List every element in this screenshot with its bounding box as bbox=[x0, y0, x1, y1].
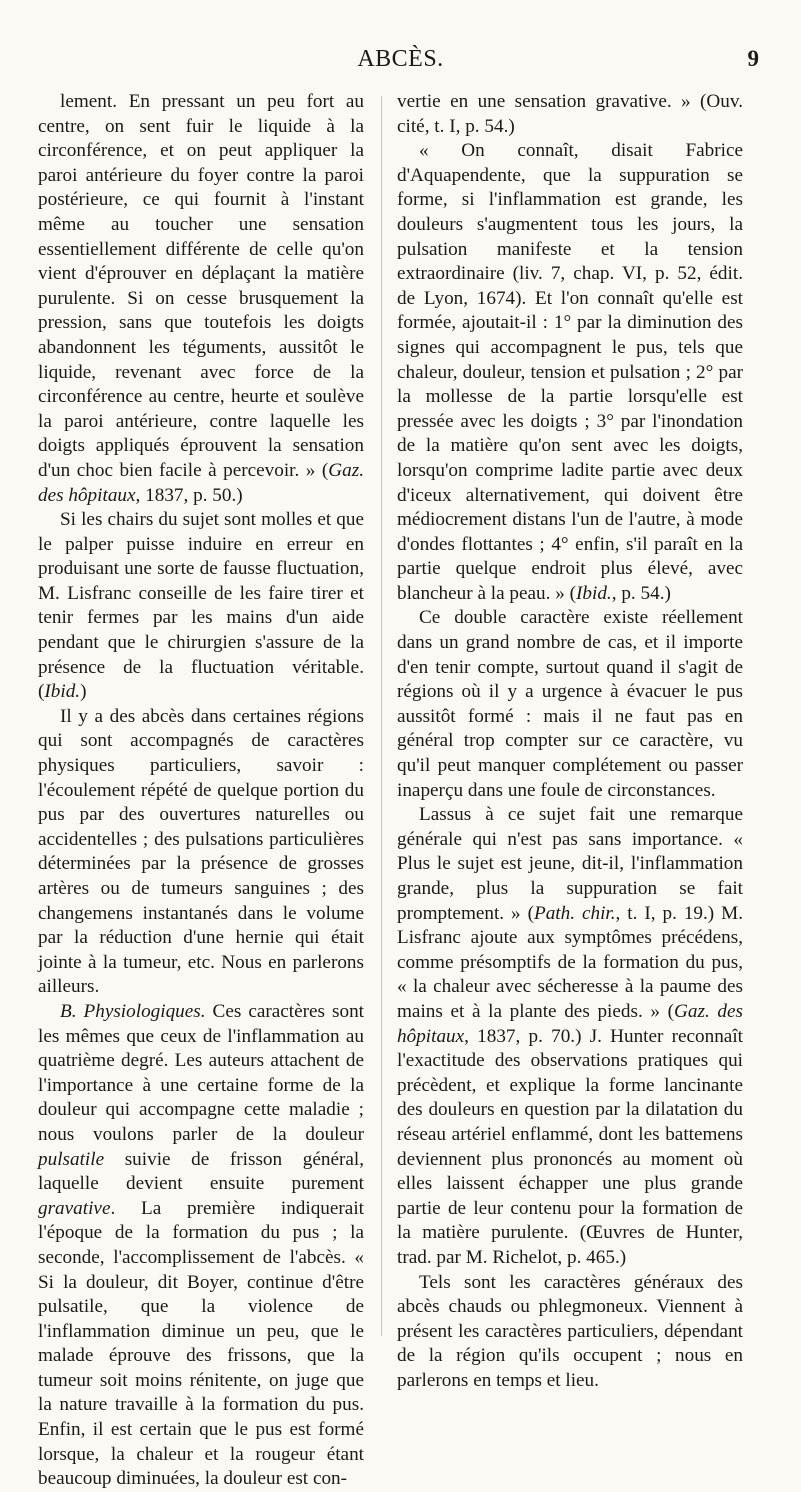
italic-text: Ibid. bbox=[44, 681, 81, 703]
paragraph-text: Lassus à ce sujet fait une remarque générale qui n'est pas sans importance. « Plus le sujet est jeune, dit-il, l'inflammation grande, plus la suppuration se fait promptement. » ( bbox=[397, 804, 743, 924]
italic-text: Ibid. bbox=[576, 582, 612, 604]
column-divider bbox=[381, 96, 382, 1336]
paragraph-text: Si les chairs du sujet sont molles et que le palper puisse induire en erreur en produisant une sorte de fausse fluctuation, M. Lisfranc conseille de les faire tirer et tenir fermes par les mains d'un aide pendant que le chirurgien s'assure de la présence de la fluctuation véritable. ( bbox=[38, 509, 364, 703]
italic-text: Path. chir. bbox=[533, 902, 616, 924]
paragraph bbox=[397, 803, 743, 1270]
paragraph-text: « On connaît, disait Fabrice d'Aquapendente, que la suppuration se forme, si l'inflammation est grande, les douleurs s'augmentent tous les jours, la pulsation manifeste et la tension extraordinaire (liv. 7, chap. VI, p. 52, édit. de Lyon, 1674). Et l'on connaît qu'elle est formée, ajoutait-il : 1° par la diminution des signes qui accompagnent le pus, tels que chaleur, douleur, tension et pulsation ; 2° par la mollesse de la partie lorsqu'elle est pressée avec les doigts ; 3° par l'inondation de la matière qu'on sent avec les doigts, lorsqu'on comprime ladite partie avec deux d'iceux alternativement, qui doivent être médiocrement distans l'un de l'autre, à mode d'ondes flottantes ; 4° enfin, s'il paraît en la partie quelque endroit plus élevé, avec blancheur à la peau. » ( bbox=[397, 140, 743, 604]
paragraph-text: , p. 54.) bbox=[611, 582, 671, 604]
left-column bbox=[38, 90, 364, 1492]
italic-text: Gaz. des hôpitaux bbox=[38, 459, 364, 506]
paragraph bbox=[397, 90, 743, 139]
italic-text: gravative bbox=[38, 1197, 111, 1219]
italic-text: pulsatile bbox=[38, 1148, 105, 1170]
paragraph-text: lement. En pressant un peu fort au centre, on sent fuir le liquide à la circonférence, et on peut appliquer la paroi antérieure du foyer contre la paroi postérieure, ce qui fournit à l'instant même au toucher une sensation essentiellement différente de celle qu'on vient d'éprouver en déplaçant la matière purulente. Si on cesse brusquement la pression, sans que toutefois les doigts abandonnent les téguments, aussitôt le liquide, revenant avec force de la circonférence au centre, heurte et soulève la paroi antérieure, contre laquelle les doigts appliqués éprouvent la sensation d'un choc bien facile à percevoir. » ( bbox=[38, 91, 364, 481]
paragraph bbox=[397, 139, 743, 606]
paragraph bbox=[38, 90, 364, 508]
paragraph-text: Il y a des abcès dans certaines régions qui sont accompagnés de caractères physiques particuliers, savoir : l'écoulement répété de quelque portion du pus par des ouvertures naturelles ou accidentelles ; des pulsations particulières déterminées par la présence de grosses artères ou de tumeurs sanguines ; des changemens instantanés dans le volume par la réduction d'une hernie qui était jointe à la tumeur, etc. Nous en parlerons ailleurs. bbox=[38, 705, 364, 998]
paragraph-text: suivie de frisson général, laquelle devient ensuite purement bbox=[38, 1148, 364, 1195]
paragraph bbox=[38, 508, 364, 705]
paragraph-text: , 1837, p. 70.) J. Hunter reconnaît l'exactitude des observations pratiques qui précèdent, et explique la forme lancinante des douleurs en question par la dilatation du réseau artériel enflammé, dont les battemens deviennent plus prononcés au moment où elles laissent échapper une plus grande partie de leur contenu pour la formation de la matière purulente. (Œuvres de Hunter, trad. par M. Richelot, p. 465.) bbox=[397, 1025, 743, 1268]
italic-text: B. Physiologiques. bbox=[60, 1000, 206, 1022]
paragraph-text: Tels sont les caractères généraux des abcès chauds ou phlegmoneux. Viennent à présent les caractères particuliers, dépendant de la région qu'ils occupent ; nous en parlerons en temps et lieu. bbox=[397, 1271, 743, 1391]
paragraph bbox=[38, 705, 364, 1000]
page-number: 9 bbox=[747, 46, 759, 71]
paragraph-text: . La première indiquerait l'époque de la formation du pus ; la seconde, l'accomplissement de l'abcès. « Si la douleur, dit Boyer, continue d'être pulsatile, que la violence de l'inflammation diminue un peu, que le malade éprouve des frissons, que la tumeur soit moins rénitente, on juge que la nature travaille à la formation du pus. Enfin, il est certain que le pus est formé lorsque, la chaleur et la rougeur étant beaucoup diminuées, la douleur est con- bbox=[38, 1197, 364, 1490]
paragraph bbox=[397, 1271, 743, 1394]
page-header bbox=[0, 46, 801, 86]
italic-text: Gaz. des hôpitaux bbox=[397, 1000, 743, 1047]
paragraph-text: Ces caractères sont les mêmes que ceux de l'inflammation au quatrième degré. Les auteurs attachent de l'importance à une certaine forme de la douleur qui accompagne cette maladie ; nous voulons parler de la douleur bbox=[38, 1000, 364, 1145]
paragraph-text: ) bbox=[80, 681, 87, 703]
paragraph-text: vertie en une sensation gravative. » (Ouv. cité, t. I, p. 54.) bbox=[397, 91, 743, 137]
paragraph-text: , t. I, p. 19.) M. Lisfranc ajoute aux symptômes précédens, comme présomptifs de la formation du pus, « la chaleur avec sécheresse à la paume des mains et à la plante des pieds. » ( bbox=[397, 902, 743, 1022]
right-column bbox=[397, 90, 743, 1393]
paragraph bbox=[397, 606, 743, 803]
paragraph-text: Ce double caractère existe réellement dans un grand nombre de cas, et il importe d'en tenir compte, surtout quand il s'agit de régions où il y a urgence à évacuer le pus aussitôt formé : mais il ne faut pas en général trop compter sur ce caractère, vu qu'il peut manquer complétement ou passer inaperçu dans une foule de circonstances. bbox=[397, 607, 743, 801]
paragraph bbox=[38, 1000, 364, 1492]
paragraph-text: , 1837, p. 50.) bbox=[135, 484, 243, 506]
running-title: ABCÈS. bbox=[357, 46, 444, 72]
